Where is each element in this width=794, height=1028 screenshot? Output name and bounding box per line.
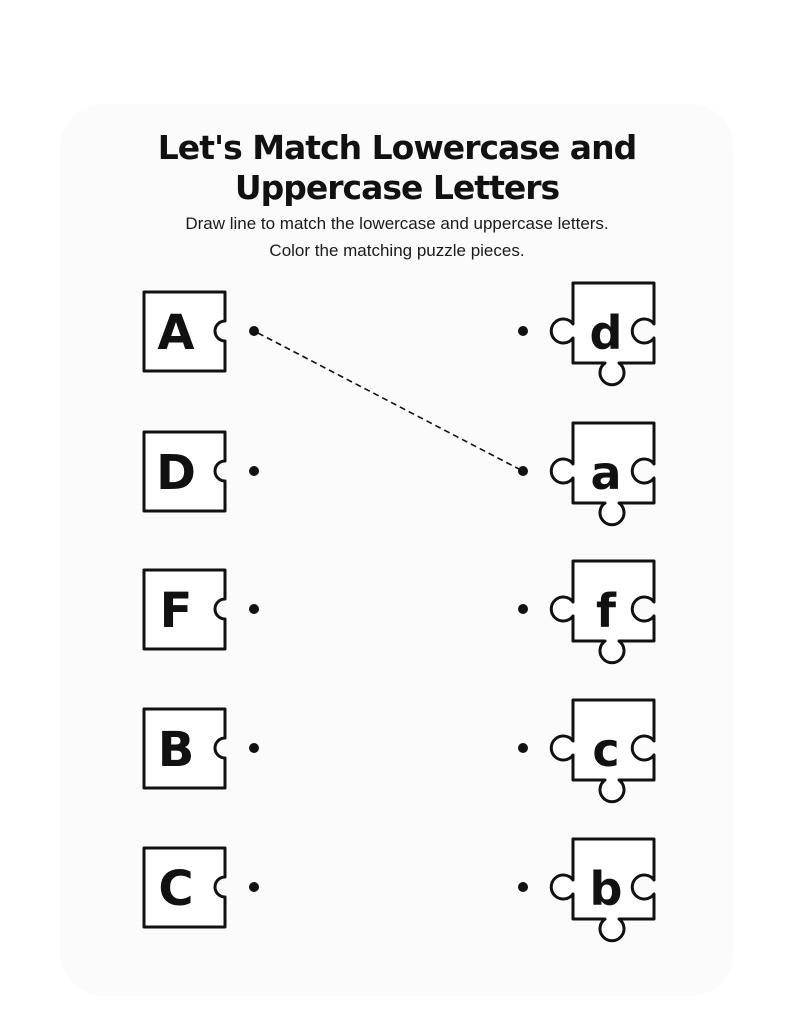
uppercase-dot[interactable]	[249, 604, 259, 614]
uppercase-letter: D	[156, 445, 196, 501]
lowercase-dot[interactable]	[518, 466, 528, 476]
uppercase-letter: F	[159, 583, 193, 639]
lowercase-piece[interactable]	[551, 700, 654, 802]
lowercase-letter: a	[590, 446, 622, 500]
uppercase-dot[interactable]	[249, 882, 259, 892]
title-line-2: Uppercase Letters	[234, 168, 560, 207]
lowercase-letter: c	[592, 723, 620, 777]
lowercase-dot[interactable]	[518, 604, 528, 614]
lowercase-piece[interactable]	[551, 283, 654, 385]
title-line-1: Let's Match Lowercase and	[157, 128, 637, 167]
lowercase-piece[interactable]	[551, 423, 654, 525]
lowercase-dot[interactable]	[518, 743, 528, 753]
uppercase-piece[interactable]	[144, 570, 225, 649]
uppercase-piece[interactable]	[144, 292, 225, 371]
example-match-line	[258, 333, 519, 469]
lowercase-letter: f	[595, 584, 617, 638]
uppercase-piece[interactable]	[144, 709, 225, 788]
lowercase-letter: d	[589, 306, 623, 360]
lowercase-dot[interactable]	[518, 326, 528, 336]
uppercase-dot[interactable]	[249, 743, 259, 753]
uppercase-piece[interactable]	[144, 432, 225, 511]
lowercase-piece[interactable]	[551, 839, 654, 941]
instruction-line-1: Draw line to match the lowercase and uppercase letters.	[185, 214, 609, 233]
uppercase-letter: C	[158, 861, 194, 917]
uppercase-piece[interactable]	[144, 848, 225, 927]
uppercase-letter: A	[157, 305, 195, 361]
lowercase-piece[interactable]	[551, 561, 654, 663]
lowercase-letter: b	[589, 862, 623, 916]
uppercase-letter: B	[157, 722, 195, 778]
instruction-line-2: Color the matching puzzle pieces.	[269, 241, 525, 260]
lowercase-dot[interactable]	[518, 882, 528, 892]
uppercase-dot[interactable]	[249, 466, 259, 476]
uppercase-dot[interactable]	[249, 326, 259, 336]
